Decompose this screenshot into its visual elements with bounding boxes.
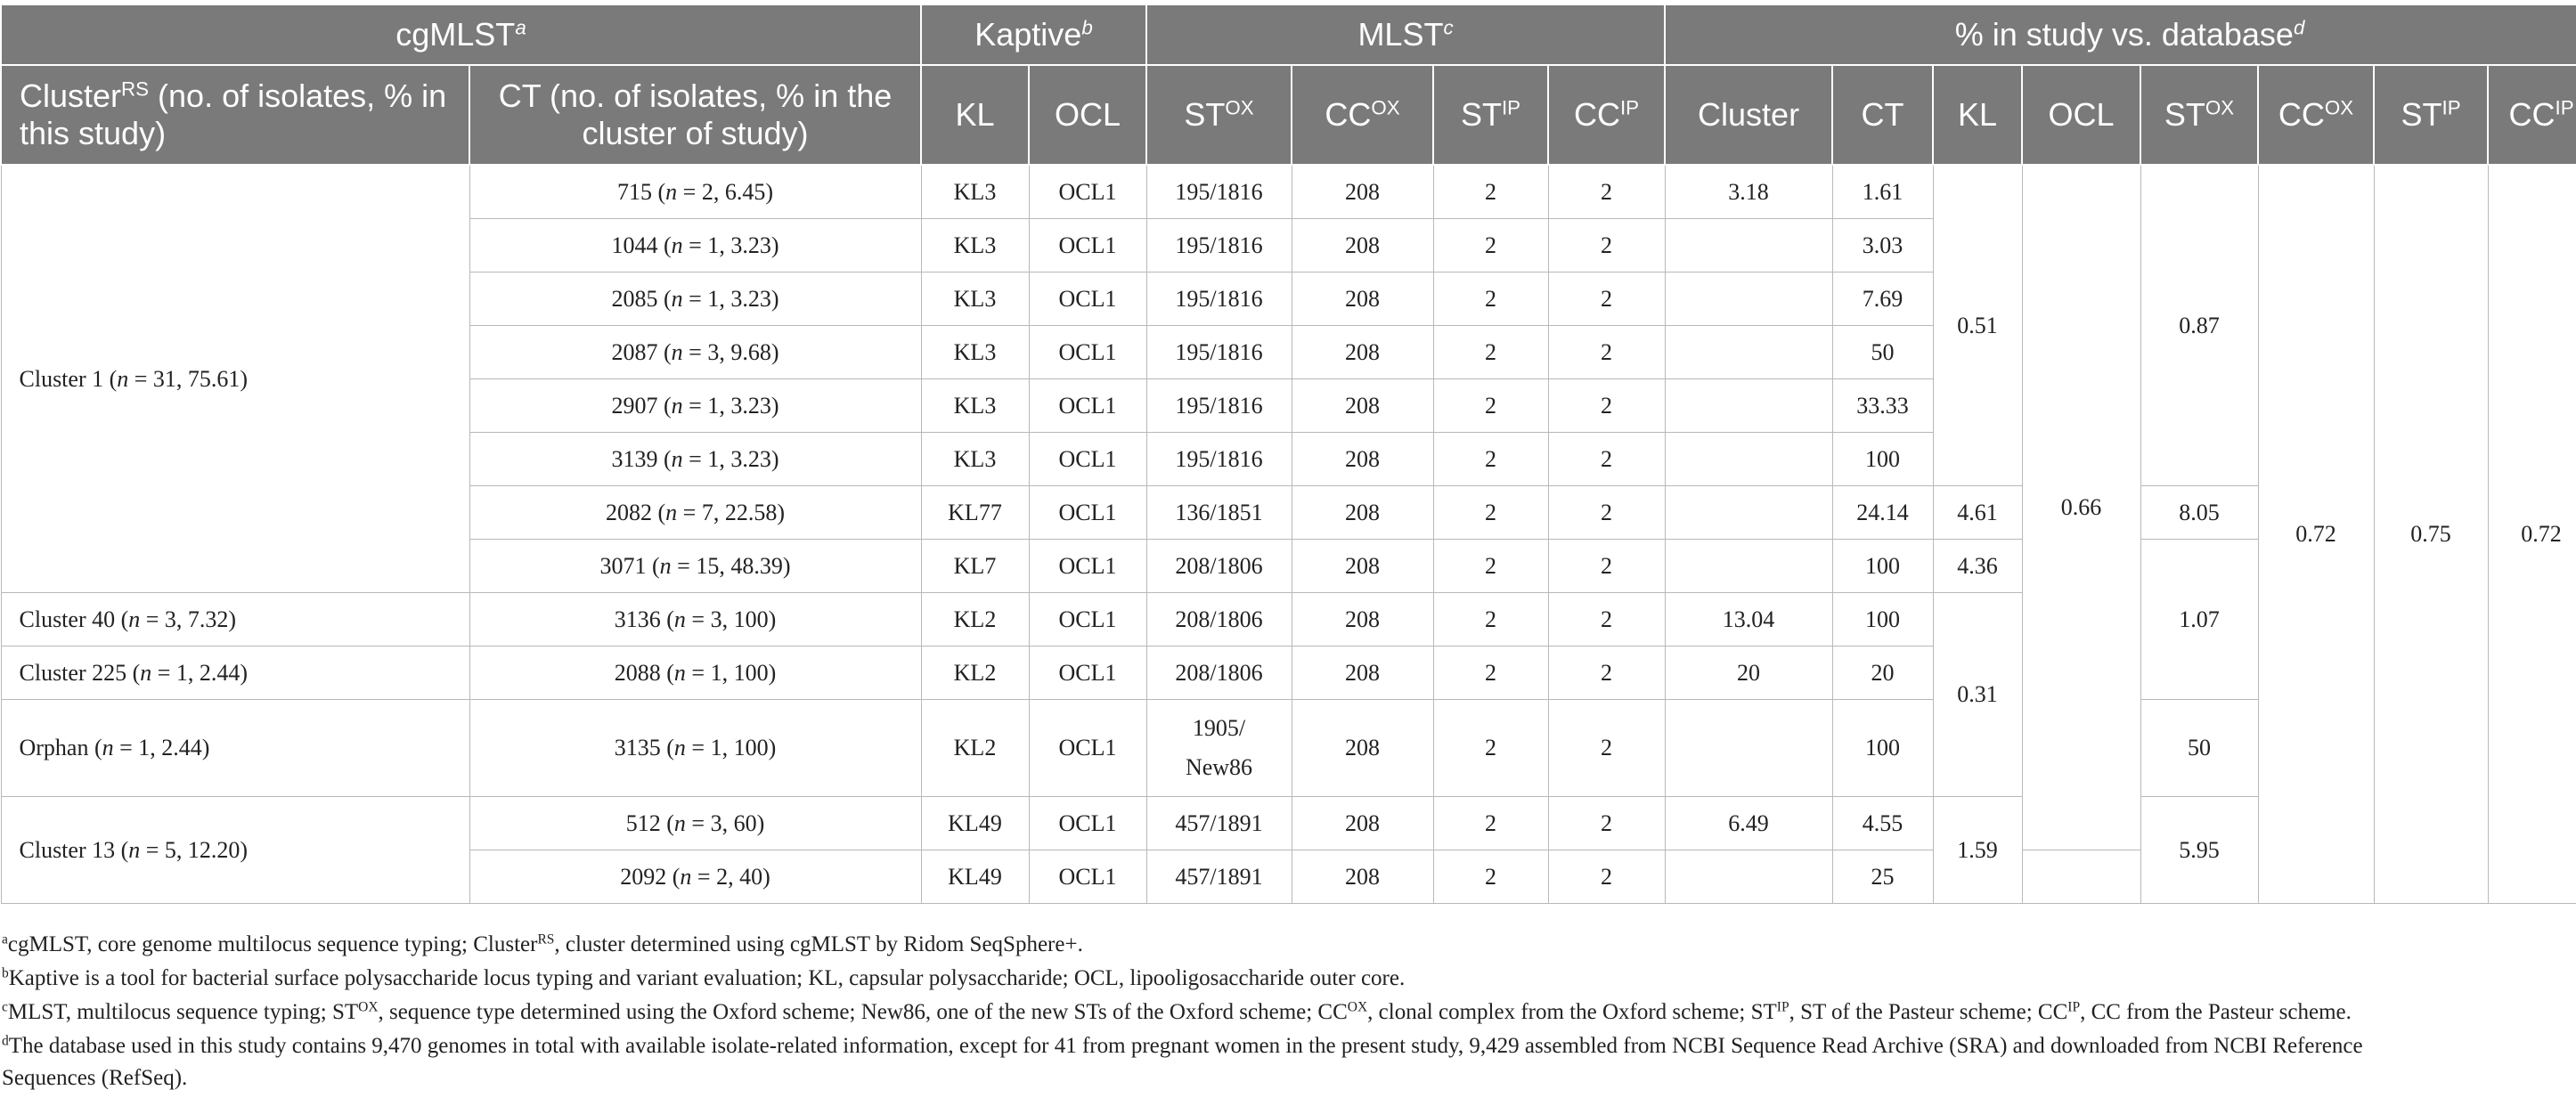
cc-ip-cell: 2: [1548, 219, 1665, 272]
cc-ox-cell: 208: [1292, 379, 1433, 433]
pct-cluster-cell: [1665, 700, 1832, 797]
kl-cell: KL7: [921, 540, 1029, 593]
footnote-d-continued: Sequences (RefSeq).: [2, 1066, 188, 1090]
st-ip-cell: 2: [1433, 700, 1548, 797]
ct-cell: 715 (n = 2, 6.45): [469, 165, 921, 219]
col-pct-ct: CT: [1832, 65, 1933, 165]
cc-ip-cell: 2: [1548, 593, 1665, 647]
ocl-cell: OCL1: [1029, 165, 1146, 219]
ocl-cell: OCL1: [1029, 700, 1146, 797]
ocl-cell: OCL1: [1029, 540, 1146, 593]
ocl-cell: OCL1: [1029, 379, 1146, 433]
st-ip-cell: 2: [1433, 219, 1548, 272]
kl-cell: KL49: [921, 797, 1029, 850]
ct-cell: 512 (n = 3, 60): [469, 797, 921, 850]
ocl-cell: OCL1: [1029, 219, 1146, 272]
st-ip-cell: 2: [1433, 647, 1548, 700]
st-ox-cell: 136/1851: [1146, 486, 1292, 540]
pct-ocl-cell: 0.66: [2022, 165, 2140, 850]
col-pct-cluster: Cluster: [1665, 65, 1832, 165]
ct-cell: 3135 (n = 1, 100): [469, 700, 921, 797]
ocl-cell: OCL1: [1029, 433, 1146, 486]
cc-ip-cell: 2: [1548, 540, 1665, 593]
pct-cluster-cell: 6.49: [1665, 797, 1832, 850]
pct-ocl-cell: [2022, 850, 2140, 904]
pct-cluster-cell: 20: [1665, 647, 1832, 700]
cluster-cell: Cluster 13 (n = 5, 12.20): [1, 797, 469, 904]
pct-kl-cell: 0.51: [1933, 165, 2022, 486]
col-pct-kl: KL: [1933, 65, 2022, 165]
kl-cell: KL49: [921, 850, 1029, 904]
results-table: [0, 4, 2576, 904]
cluster-cell: Cluster 40 (n = 3, 7.32): [1, 593, 469, 647]
pct-cluster-cell: [1665, 540, 1832, 593]
pct-ct-cell: 100: [1832, 593, 1933, 647]
pct-kl-cell: 4.61: [1933, 486, 2022, 540]
col-pct-cc-ox: $CC^{OX}$: [2258, 65, 2374, 165]
cc-ox-cell: 208: [1292, 272, 1433, 326]
kl-cell: KL77: [921, 486, 1029, 540]
cc-ip-cell: 2: [1548, 272, 1665, 326]
st-ip-cell: 2: [1433, 379, 1548, 433]
group-pct: % in study vs. database$^d$: [1665, 4, 2576, 65]
cc-ip-cell: 2: [1548, 486, 1665, 540]
pct-ct-cell: 100: [1832, 433, 1933, 486]
cc-ip-cell: 2: [1548, 379, 1665, 433]
pct-ct-cell: 20: [1832, 647, 1933, 700]
ct-cell: 2907 (n = 1, 3.23): [469, 379, 921, 433]
cluster-cell: Orphan (n = 1, 2.44): [1, 700, 469, 797]
st-ip-cell: 2: [1433, 593, 1548, 647]
ocl-cell: OCL1: [1029, 272, 1146, 326]
cc-ox-cell: 208: [1292, 326, 1433, 379]
st-ox-cell: 195/1816: [1146, 379, 1292, 433]
cc-ox-cell: 208: [1292, 433, 1433, 486]
header-row-columns: [1, 65, 2576, 165]
cc-ox-cell: 208: [1292, 647, 1433, 700]
pct-cluster-cell: [1665, 433, 1832, 486]
st-ox-cell: 195/1816: [1146, 165, 1292, 219]
col-st-ox: $ST^{OX}$: [1146, 65, 1292, 165]
st-ip-cell: 2: [1433, 797, 1548, 850]
pct-cluster-cell: 3.18: [1665, 165, 1832, 219]
pct-cc-ip-cell: 0.72: [2488, 165, 2576, 904]
col-cc-ip: $CC^{IP}$: [1548, 65, 1665, 165]
cc-ox-cell: 208: [1292, 219, 1433, 272]
group-kaptive: Kaptive$^b$: [921, 4, 1146, 65]
pct-ct-cell: 3.03: [1832, 219, 1933, 272]
ct-cell: 3136 (n = 3, 100): [469, 593, 921, 647]
pct-ct-cell: 24.14: [1832, 486, 1933, 540]
col-pct-cc-ip: $CC^{IP}$: [2488, 65, 2576, 165]
cc-ox-cell: 208: [1292, 797, 1433, 850]
ct-cell: 2082 (n = 7, 22.58): [469, 486, 921, 540]
st-ip-cell: 2: [1433, 326, 1548, 379]
col-pct-st-ip: $ST^{IP}$: [2374, 65, 2488, 165]
st-ox-cell: 195/1816: [1146, 272, 1292, 326]
st-ox-cell: 195/1816: [1146, 219, 1292, 272]
st-ox-cell: 195/1816: [1146, 326, 1292, 379]
pct-ct-cell: 50: [1832, 326, 1933, 379]
ct-cell: 2087 (n = 3, 9.68): [469, 326, 921, 379]
st-ox-cell: 195/1816: [1146, 433, 1292, 486]
st-ip-cell: 2: [1433, 540, 1548, 593]
col-cc-ox: $CC^{OX}$: [1292, 65, 1433, 165]
col-pct-ocl: OCL: [2022, 65, 2140, 165]
col-st-ip: $ST^{IP}$: [1433, 65, 1548, 165]
ct-cell: 3071 (n = 15, 48.39): [469, 540, 921, 593]
table-row: [1, 700, 2576, 797]
pct-ct-cell: 4.55: [1832, 797, 1933, 850]
cluster-cell: Cluster 1 (n = 31, 75.61): [1, 165, 469, 593]
pct-cluster-cell: [1665, 272, 1832, 326]
kl-cell: KL3: [921, 326, 1029, 379]
pct-kl-cell: 0.31: [1933, 593, 2022, 797]
pct-kl-cell: 4.36: [1933, 540, 2022, 593]
st-ip-cell: 2: [1433, 433, 1548, 486]
pct-cluster-cell: [1665, 850, 1832, 904]
pct-cluster-cell: [1665, 219, 1832, 272]
st-ox-cell: 208/1806: [1146, 593, 1292, 647]
footnote-d: $^d$The database used in this study contains 9,470 genomes in total with available isolate-related information, except for 41 from pregnant women in the present study, 9,429 assembled from NCBI Sequence Read Archive (SRA) and downloaded from NCBI Reference: [2, 1033, 2363, 1058]
ct-cell: 3139 (n = 1, 3.23): [469, 433, 921, 486]
pct-kl-cell: 1.59: [1933, 797, 2022, 904]
ct-cell: 1044 (n = 1, 3.23): [469, 219, 921, 272]
cc-ip-cell: 2: [1548, 700, 1665, 797]
kl-cell: KL3: [921, 379, 1029, 433]
pct-cluster-cell: [1665, 379, 1832, 433]
cc-ip-cell: 2: [1548, 433, 1665, 486]
pct-ct-cell: 1.61: [1832, 165, 1933, 219]
table-row: [1, 797, 2576, 850]
pct-st-ox-cell: 5.95: [2140, 797, 2258, 904]
ocl-cell: OCL1: [1029, 593, 1146, 647]
pct-st-ox-cell: 0.87: [2140, 165, 2258, 486]
ocl-cell: OCL1: [1029, 850, 1146, 904]
st-ip-cell: 2: [1433, 272, 1548, 326]
cluster-cell: Cluster 225 (n = 1, 2.44): [1, 647, 469, 700]
st-ox-cell: 457/1891: [1146, 850, 1292, 904]
kl-cell: KL3: [921, 272, 1029, 326]
kl-cell: KL2: [921, 647, 1029, 700]
group-cgmlst: cgMLST$^a$: [1, 4, 921, 65]
pct-cluster-cell: 13.04: [1665, 593, 1832, 647]
pct-ct-cell: 100: [1832, 540, 1933, 593]
pct-ct-cell: 33.33: [1832, 379, 1933, 433]
cc-ox-cell: 208: [1292, 850, 1433, 904]
st-ip-cell: 2: [1433, 486, 1548, 540]
kl-cell: KL3: [921, 165, 1029, 219]
ct-cell: 2088 (n = 1, 100): [469, 647, 921, 700]
col-kl: KL: [921, 65, 1029, 165]
ocl-cell: OCL1: [1029, 797, 1146, 850]
cc-ox-cell: 208: [1292, 486, 1433, 540]
ocl-cell: OCL1: [1029, 647, 1146, 700]
kl-cell: KL2: [921, 593, 1029, 647]
st-ip-cell: 2: [1433, 850, 1548, 904]
pct-cluster-cell: [1665, 326, 1832, 379]
pct-st-ox-cell: 50: [2140, 700, 2258, 797]
cc-ip-cell: 2: [1548, 797, 1665, 850]
pct-st-ip-cell: 0.75: [2374, 165, 2488, 904]
pct-st-ox-cell: 8.05: [2140, 486, 2258, 540]
cc-ox-cell: 208: [1292, 165, 1433, 219]
ocl-cell: OCL1: [1029, 326, 1146, 379]
ocl-cell: OCL1: [1029, 486, 1146, 540]
pct-cc-ox-cell: 0.72: [2258, 165, 2374, 904]
ct-cell: 2085 (n = 1, 3.23): [469, 272, 921, 326]
col-pct-st-ox: $ST^{OX}$: [2140, 65, 2258, 165]
cc-ox-cell: 208: [1292, 700, 1433, 797]
col-cluster-rs: Cluster$^{RS}$ (no. of isolates, % in this study): [1, 65, 469, 165]
cc-ip-cell: 2: [1548, 647, 1665, 700]
kl-cell: KL3: [921, 219, 1029, 272]
st-ip-cell: 2: [1433, 165, 1548, 219]
cc-ox-cell: 208: [1292, 540, 1433, 593]
footnote-a: $^a$cgMLST, core genome multilocus sequence typing; Cluster$^{RS}$, cluster determined using cgMLST by Ridom SeqSphere+.: [2, 931, 1083, 956]
pct-ct-cell: 25: [1832, 850, 1933, 904]
col-ocl: OCL: [1029, 65, 1146, 165]
kl-cell: KL3: [921, 433, 1029, 486]
cc-ip-cell: 2: [1548, 326, 1665, 379]
kl-cell: KL2: [921, 700, 1029, 797]
header-row-groups: [1, 4, 2576, 65]
footnote-c: $^c$MLST, multilocus sequence typing; $ST^{OX}$, sequence type determined using the Oxford scheme; New86, one of the new STs of the Oxford scheme; $CC^{OX}$, clonal complex from the Oxford scheme; $ST^{IP}$, ST of the Pasteur scheme; $CC^{IP}$, CC from the Pasteur scheme.: [2, 999, 2352, 1024]
cc-ip-cell: 2: [1548, 165, 1665, 219]
st-ox-cell: 208/1806: [1146, 540, 1292, 593]
st-ox-cell: 208/1806: [1146, 647, 1292, 700]
cc-ox-cell: 208: [1292, 593, 1433, 647]
col-ct: CT (no. of isolates, % in the cluster of study): [469, 65, 921, 165]
table-row: [1, 165, 2576, 219]
pct-ct-cell: 100: [1832, 700, 1933, 797]
pct-st-ox-cell: 1.07: [2140, 540, 2258, 700]
group-mlst: MLST$^c$: [1146, 4, 1665, 65]
cc-ip-cell: 2: [1548, 850, 1665, 904]
pct-ct-cell: 7.69: [1832, 272, 1933, 326]
pct-cluster-cell: [1665, 486, 1832, 540]
st-ox-cell: 457/1891: [1146, 797, 1292, 850]
footnote-b: $^b$Kaptive is a tool for bacterial surface polysaccharide locus typing and variant evaluation; KL, capsular polysaccharide; OCL, lipooligosaccharide outer core.: [2, 965, 1406, 990]
ct-cell: 2092 (n = 2, 40): [469, 850, 921, 904]
st-ox-cell: 1905/ New86: [1146, 700, 1292, 797]
